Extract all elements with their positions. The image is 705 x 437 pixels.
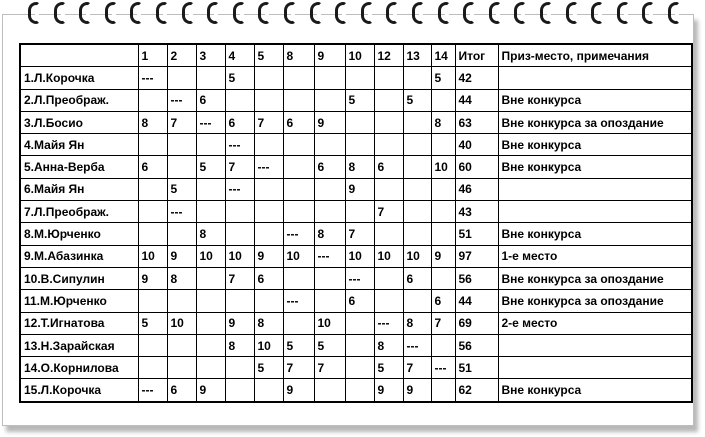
- table-row: [20, 89, 692, 111]
- note-cell: Вне конкурса: [498, 134, 692, 156]
- score-cell: [314, 178, 345, 200]
- score-cell: 7: [403, 357, 431, 379]
- table-row: [20, 178, 692, 200]
- note-cell: [498, 357, 692, 379]
- spiral-ring: [361, 2, 373, 24]
- score-cell: [196, 178, 225, 200]
- score-cell: 9: [283, 379, 314, 402]
- score-cell: 9: [196, 379, 225, 402]
- score-cell: [196, 134, 225, 156]
- score-cell: 6: [254, 267, 283, 289]
- participant-name: 2.Л.Преображ.: [20, 89, 138, 111]
- score-cell: 10: [225, 245, 254, 267]
- score-cell: [196, 334, 225, 356]
- participant-name: 9.М.Абазинка: [20, 245, 138, 267]
- column-header: 5: [254, 44, 283, 67]
- score-cell: [138, 223, 167, 245]
- score-cell: 6: [374, 156, 403, 178]
- score-cell: [345, 357, 374, 379]
- table-row: [20, 223, 692, 245]
- column-header: 3: [196, 44, 225, 67]
- score-cell: ---: [345, 267, 374, 289]
- score-cell: 10: [167, 312, 196, 334]
- participant-name: 1.Л.Корочка: [20, 67, 138, 89]
- score-cell: [314, 67, 345, 89]
- score-cell: 10: [196, 245, 225, 267]
- score-cell: 6: [138, 156, 167, 178]
- note-cell: Вне конкурса: [498, 223, 692, 245]
- score-cell: ---: [167, 89, 196, 111]
- note-cell: Вне конкурса за опоздание: [498, 111, 692, 133]
- score-cell: [283, 156, 314, 178]
- score-cell: 5: [167, 178, 196, 200]
- table-row: [20, 267, 692, 289]
- score-cell: 9: [345, 178, 374, 200]
- score-cell: [314, 134, 345, 156]
- total-cell: 42: [455, 67, 498, 89]
- spiral-ring: [182, 2, 194, 24]
- score-cell: 5: [254, 357, 283, 379]
- participant-name: 14.О.Корнилова: [20, 357, 138, 379]
- score-cell: 9: [374, 379, 403, 402]
- score-cell: [254, 201, 283, 223]
- participant-name: 3.Л.Босио: [20, 111, 138, 133]
- score-cell: [345, 312, 374, 334]
- column-header: Итог: [455, 44, 498, 67]
- table-row: [20, 245, 692, 267]
- score-cell: ---: [138, 379, 167, 402]
- spiral-ring: [156, 2, 168, 24]
- score-cell: [225, 379, 254, 402]
- column-header: 13: [403, 44, 431, 67]
- score-cell: [403, 111, 431, 133]
- score-cell: 5: [403, 89, 431, 111]
- score-cell: 7: [254, 111, 283, 133]
- score-cell: 9: [138, 267, 167, 289]
- score-cell: 5: [196, 156, 225, 178]
- score-cell: 7: [225, 156, 254, 178]
- score-cell: 9: [225, 312, 254, 334]
- score-cell: [138, 89, 167, 111]
- score-cell: [283, 178, 314, 200]
- participant-name: 12.Т.Игнатова: [20, 312, 138, 334]
- score-cell: [314, 379, 345, 402]
- table-row: [20, 379, 692, 402]
- note-cell: Вне конкурса: [498, 156, 692, 178]
- score-cell: [167, 223, 196, 245]
- column-header: Приз-место, примечания: [498, 44, 692, 67]
- score-cell: [374, 134, 403, 156]
- table-row: [20, 290, 692, 312]
- spiral-ring: [489, 2, 501, 24]
- total-cell: 51: [455, 357, 498, 379]
- score-cell: [431, 178, 455, 200]
- score-cell: [431, 267, 455, 289]
- score-cell: ---: [431, 357, 455, 379]
- participant-name: 5.Анна-Верба: [20, 156, 138, 178]
- score-cell: 8: [345, 156, 374, 178]
- participant-name: 15.Л.Корочка: [20, 379, 138, 402]
- note-cell: [498, 178, 692, 200]
- score-cell: [254, 67, 283, 89]
- score-cell: 6: [345, 290, 374, 312]
- score-cell: 7: [167, 111, 196, 133]
- note-cell: 1-е место: [498, 245, 692, 267]
- score-cell: [374, 267, 403, 289]
- score-cell: ---: [314, 245, 345, 267]
- table-row: [20, 357, 692, 379]
- score-cell: [403, 134, 431, 156]
- table-row: [20, 156, 692, 178]
- score-cell: ---: [225, 134, 254, 156]
- score-cell: 8: [403, 312, 431, 334]
- score-cell: 6: [167, 379, 196, 402]
- score-cell: [167, 357, 196, 379]
- total-cell: 51: [455, 223, 498, 245]
- total-cell: 69: [455, 312, 498, 334]
- score-cell: [431, 89, 455, 111]
- score-cell: 5: [225, 67, 254, 89]
- score-cell: ---: [225, 178, 254, 200]
- score-cell: 9: [431, 245, 455, 267]
- score-cell: [403, 156, 431, 178]
- score-cell: 7: [374, 201, 403, 223]
- score-cell: [225, 223, 254, 245]
- total-cell: 44: [455, 89, 498, 111]
- note-cell: 2-е место: [498, 312, 692, 334]
- score-cell: [345, 334, 374, 356]
- score-cell: 7: [431, 312, 455, 334]
- spiral-ring: [668, 2, 680, 24]
- score-cell: 10: [431, 156, 455, 178]
- score-cell: ---: [283, 290, 314, 312]
- score-cell: [431, 379, 455, 402]
- score-cell: 5: [345, 89, 374, 111]
- score-cell: [196, 201, 225, 223]
- score-cell: ---: [403, 334, 431, 356]
- score-cell: ---: [138, 67, 167, 89]
- spiral-ring: [79, 2, 91, 24]
- score-cell: [345, 134, 374, 156]
- spiral-ring: [540, 2, 552, 24]
- score-cell: 9: [167, 245, 196, 267]
- score-cell: [314, 267, 345, 289]
- table-row: [20, 334, 692, 356]
- total-cell: 40: [455, 134, 498, 156]
- score-cell: [283, 134, 314, 156]
- score-cell: [254, 178, 283, 200]
- score-cell: [254, 290, 283, 312]
- score-cell: [196, 357, 225, 379]
- score-cell: [374, 178, 403, 200]
- spiral-ring: [284, 2, 296, 24]
- column-header: 14: [431, 44, 455, 67]
- spiral-ring: [28, 2, 40, 24]
- score-cell: ---: [254, 156, 283, 178]
- score-cell: [196, 290, 225, 312]
- score-cell: [283, 201, 314, 223]
- column-header: 12: [374, 44, 403, 67]
- spiral-ring: [463, 2, 475, 24]
- score-cell: [403, 67, 431, 89]
- table-row: [20, 312, 692, 334]
- score-cell: 8: [314, 223, 345, 245]
- note-cell: [498, 334, 692, 356]
- spiral-ring: [642, 2, 654, 24]
- score-cell: 5: [431, 67, 455, 89]
- score-cell: [196, 312, 225, 334]
- participant-name: 13.Н.Зарайская: [20, 334, 138, 356]
- score-cell: [314, 290, 345, 312]
- score-cell: [167, 134, 196, 156]
- score-cell: [431, 134, 455, 156]
- spiral-ring: [233, 2, 245, 24]
- participant-name: 11.М.Юрченко: [20, 290, 138, 312]
- score-cell: 7: [345, 223, 374, 245]
- score-cell: 7: [225, 267, 254, 289]
- score-cell: [254, 89, 283, 111]
- spiral-ring: [438, 2, 450, 24]
- score-cell: [345, 67, 374, 89]
- note-cell: Вне конкурса: [498, 379, 692, 402]
- score-cell: 6: [431, 290, 455, 312]
- spiral-ring: [566, 2, 578, 24]
- spiral-binding: [0, 0, 705, 26]
- column-header: 9: [314, 44, 345, 67]
- score-cell: [345, 111, 374, 133]
- score-cell: [254, 223, 283, 245]
- participant-name: 7.Л.Преображ.: [20, 201, 138, 223]
- table-row: [20, 111, 692, 133]
- score-cell: [167, 67, 196, 89]
- score-cell: 6: [283, 111, 314, 133]
- total-cell: 60: [455, 156, 498, 178]
- score-cell: 10: [314, 312, 345, 334]
- spiral-ring: [105, 2, 117, 24]
- score-cell: [225, 357, 254, 379]
- score-cell: [225, 290, 254, 312]
- note-cell: [498, 67, 692, 89]
- score-cell: [283, 89, 314, 111]
- score-cell: [374, 290, 403, 312]
- column-header: 1: [138, 44, 167, 67]
- participant-name: 8.М.Юрченко: [20, 223, 138, 245]
- score-cell: [345, 379, 374, 402]
- spiral-ring: [207, 2, 219, 24]
- spiral-ring: [54, 2, 66, 24]
- score-cell: 6: [196, 89, 225, 111]
- spiral-ring: [514, 2, 526, 24]
- score-cell: [345, 201, 374, 223]
- score-cell: [283, 267, 314, 289]
- score-cell: [314, 89, 345, 111]
- column-header: 4: [225, 44, 254, 67]
- score-cell: [374, 89, 403, 111]
- spiral-ring: [386, 2, 398, 24]
- total-cell: 63: [455, 111, 498, 133]
- spiral-ring: [617, 2, 629, 24]
- score-cell: 9: [403, 379, 431, 402]
- score-cell: [374, 67, 403, 89]
- total-cell: 44: [455, 290, 498, 312]
- score-cell: 10: [345, 245, 374, 267]
- score-cell: 9: [254, 245, 283, 267]
- score-cell: [138, 290, 167, 312]
- score-cell: 9: [314, 111, 345, 133]
- score-cell: [431, 223, 455, 245]
- total-cell: 46: [455, 178, 498, 200]
- table-row: [20, 67, 692, 89]
- score-cell: [403, 223, 431, 245]
- score-cell: [254, 379, 283, 402]
- total-cell: 56: [455, 334, 498, 356]
- note-cell: Вне конкурса: [498, 89, 692, 111]
- score-cell: [225, 201, 254, 223]
- table-header-row: [20, 44, 692, 67]
- score-cell: [254, 134, 283, 156]
- score-cell: 8: [431, 111, 455, 133]
- note-cell: [498, 201, 692, 223]
- score-cell: [167, 156, 196, 178]
- column-header: 8: [283, 44, 314, 67]
- score-cell: 6: [314, 156, 345, 178]
- score-cell: [167, 290, 196, 312]
- score-cell: 8: [138, 111, 167, 133]
- score-cell: 8: [196, 223, 225, 245]
- score-cell: 8: [374, 334, 403, 356]
- score-cell: 10: [138, 245, 167, 267]
- score-cell: [283, 312, 314, 334]
- score-cell: 5: [314, 334, 345, 356]
- spiral-ring: [130, 2, 142, 24]
- spiral-ring: [258, 2, 270, 24]
- spiral-ring: [412, 2, 424, 24]
- score-cell: ---: [283, 223, 314, 245]
- score-cell: [138, 201, 167, 223]
- participant-name: 4.Майя Ян: [20, 134, 138, 156]
- score-cell: 5: [283, 334, 314, 356]
- score-cell: [314, 201, 345, 223]
- score-cell: 8: [167, 267, 196, 289]
- score-cell: 5: [374, 357, 403, 379]
- score-cell: 10: [283, 245, 314, 267]
- column-header: 2: [167, 44, 196, 67]
- score-cell: 6: [225, 111, 254, 133]
- score-cell: 6: [403, 267, 431, 289]
- score-cell: [138, 357, 167, 379]
- score-cell: 10: [374, 245, 403, 267]
- score-cell: [374, 223, 403, 245]
- spiral-ring: [310, 2, 322, 24]
- score-cell: [196, 267, 225, 289]
- note-cell: Вне конкурса за опоздание: [498, 267, 692, 289]
- score-cell: 5: [138, 312, 167, 334]
- score-cell: [138, 334, 167, 356]
- spiral-ring: [335, 2, 347, 24]
- score-cell: 10: [254, 334, 283, 356]
- participant-name: 10.В.Сипулин: [20, 267, 138, 289]
- participant-name: 6.Майя Ян: [20, 178, 138, 200]
- spiral-ring: [591, 2, 603, 24]
- score-cell: 8: [254, 312, 283, 334]
- score-cell: [167, 334, 196, 356]
- score-cell: 7: [314, 357, 345, 379]
- score-cell: 8: [225, 334, 254, 356]
- score-cell: 7: [283, 357, 314, 379]
- results-table: [19, 43, 693, 403]
- column-header: [20, 44, 138, 67]
- note-cell: Вне конкурса за опоздание: [498, 290, 692, 312]
- column-header: 10: [345, 44, 374, 67]
- score-cell: [403, 201, 431, 223]
- score-cell: [403, 178, 431, 200]
- total-cell: 43: [455, 201, 498, 223]
- total-cell: 62: [455, 379, 498, 402]
- score-cell: 10: [403, 245, 431, 267]
- score-cell: [431, 201, 455, 223]
- score-cell: [138, 178, 167, 200]
- score-cell: ---: [374, 312, 403, 334]
- score-cell: [225, 89, 254, 111]
- score-cell: [403, 290, 431, 312]
- score-cell: [196, 67, 225, 89]
- score-cell: [138, 134, 167, 156]
- table-row: [20, 201, 692, 223]
- score-cell: [374, 111, 403, 133]
- table-row: [20, 134, 692, 156]
- total-cell: 97: [455, 245, 498, 267]
- score-cell: ---: [167, 201, 196, 223]
- score-cell: [283, 67, 314, 89]
- score-cell: [431, 334, 455, 356]
- score-cell: ---: [196, 111, 225, 133]
- total-cell: 56: [455, 267, 498, 289]
